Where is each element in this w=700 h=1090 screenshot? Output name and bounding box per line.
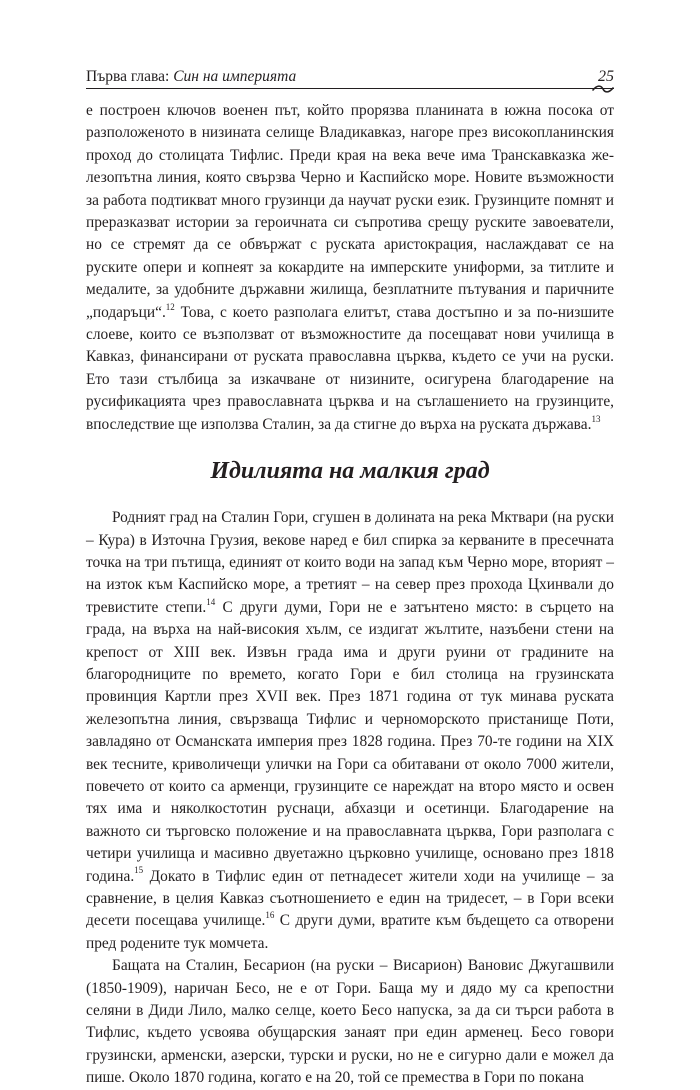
section-heading: Идилията на малкия град	[210, 458, 490, 485]
header-rule	[86, 88, 614, 89]
footnote-ref[interactable]: 13	[591, 413, 601, 424]
footnote-ref[interactable]: 14	[206, 596, 216, 607]
page-number: 25	[598, 68, 614, 85]
footnote-ref[interactable]: 15	[134, 865, 144, 876]
footnote-ref[interactable]: 12	[165, 301, 175, 312]
chapter-title	[86, 68, 296, 86]
paragraph-text: С други думи, Гори не е затънтено място: в сърцето на града, на върха на най-високия хълм, се издигат жълтите, назъбени стени на крепост от XIII век. Извън града има и други руини от градините на благородниците по времето, когато Гори е бил столица на грузинската провинция Картли през XVII век. През 1871 година от тук минава руската железопътна линия, свързваща Тифлис и черноморското пристанище Поти, завладяно от Османската империя през 1828 година. През 70-те години на XIX век тесните, криволичещи улички на Гори са обитавани от около 7000 жители, повечето от които са арменци, грузинците се нареждат на второ място и освен тях има и няколкостотин руснаци, абхазци и осетинци. Благодарение на важното си търговско положение и на православната църква, Гори разполага с четири училища и масивно двуетажно църковно училище, основано през 1818 година.	[86, 598, 614, 885]
tilde-ornament-icon	[592, 84, 614, 94]
chapter-label: Първа глава:	[86, 68, 174, 85]
paragraph-text: е построен ключов военен път, който прорязва планината в южна посока от разположеното в низината селище Владикавказ, нагоре през високопланинския проход до столицата Тифлис. Преди края на века вече има Транскавказка железопътна линия, която свързва Черно и Каспийско море. Новите възможности за работа подтикват много грузинци да научат руски език. Грузинците помнят и преразказват истории за героичната си съпротива срещу руските завоеватели, но се стремят да се обвържат с руската аристокрация, наслаждават се на руските опери и копнеят за кокардите на имперските униформи, за титлите и медалите, за удобните държавни жилища, безплатните пътувания и паричните „подаръци“.	[86, 102, 614, 321]
paragraph-text: Докато в Тифлис един от петнадесет жители ходи на училище – за сравнение, в целия Кавказ съотношението е един на тридесет, – в Гори всеки десети посещава училище.	[86, 867, 614, 930]
paragraph-text: Бащата на Сталин, Бесарион (на руски – Висарион) Вановис Джугашвили (1850-1909), наричан Бесо, не е от Гори. Баща му и дядо му са крепостни селяни в Диди Лило, малко селце, което Бесо напуска, за да си търси работа в Тифлис, където усвоява обущарския занаят при един арменец. Бесо говори грузински, арменски, азерски, турски и руски, но не е сигурно дали е можел да пише. Около 1870 година, когато е на 20, той се премества в Гори по покана	[86, 957, 614, 1087]
running-header	[86, 62, 614, 86]
paragraph-text: С други думи, вратите към бъдещето са отворени пред родените тук момчета.	[86, 912, 614, 952]
paragraph-text: Това, с което разполага елитът, става достъпно и за по-низшите слоеве, които се възползват от възможностите да посещават нови училища в Кавказ, финансирани от руската православна църква, където се учи на руски. Ето тази стълбица за изкачване от низините, осигурена благодарение на русификацията чрез православната църква и на съглашението на грузинците, впоследствие ще използва Сталин, за да стигне до върха на руската държава.	[86, 303, 614, 433]
footnote-ref[interactable]: 16	[265, 910, 275, 921]
paragraph-1	[86, 100, 614, 436]
body-text	[86, 100, 614, 1090]
chapter-name: Син на империята	[173, 68, 297, 85]
paragraph-text: Родният град на Сталин Гори, сгушен в долината на река Мктвари (на руски – Кура) в Източна Грузия, векове наред е бил спирка за керваните в пресечната точка на три пътища, единият от които води на запад към Черно море, вторият – на изток към Каспийско море, а третият – на север през прохода Цхинвали до тревистите степи.	[86, 509, 614, 616]
paragraph-2	[86, 507, 614, 955]
paragraph-3	[86, 955, 614, 1089]
